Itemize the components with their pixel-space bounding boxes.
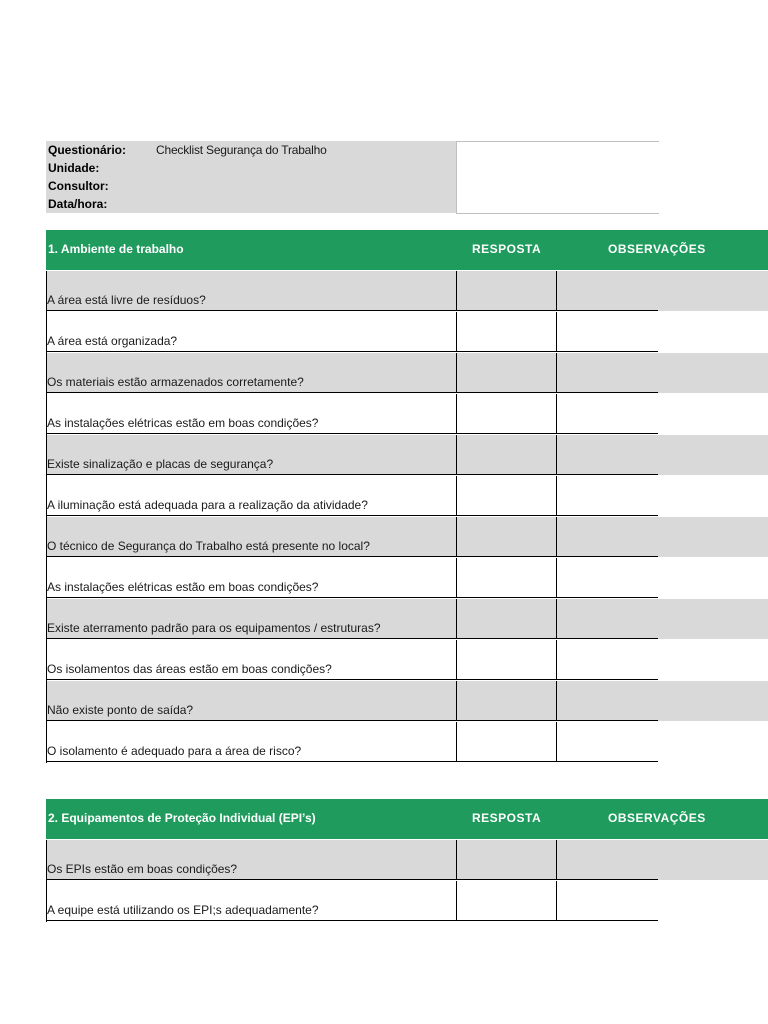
table-row — [46, 881, 768, 921]
section-title: 1. Ambiente de trabalho — [48, 242, 184, 256]
row-extension — [658, 599, 768, 639]
row-extension — [658, 558, 768, 598]
info-labels-panel — [46, 141, 456, 213]
row-extension — [658, 435, 768, 475]
resposta-cell[interactable] — [456, 840, 556, 880]
questionario-value: Checklist Segurança do Trabalho — [156, 143, 327, 157]
observacoes-cell[interactable] — [556, 476, 658, 516]
question-cell — [46, 394, 456, 434]
question-text: O isolamento é adequado para a área de risco? — [47, 744, 302, 758]
observacoes-cell[interactable] — [556, 312, 658, 352]
question-text: A equipe está utilizando os EPI;s adequadamente? — [47, 903, 319, 917]
observacoes-cell[interactable] — [556, 271, 658, 311]
resposta-cell[interactable] — [456, 435, 556, 475]
table-row — [46, 394, 768, 434]
observacoes-cell[interactable] — [556, 640, 658, 680]
table-row — [46, 353, 768, 393]
question-cell — [46, 599, 456, 639]
resposta-cell[interactable] — [456, 394, 556, 434]
table-row — [46, 599, 768, 639]
column-header-observacoes: OBSERVAÇÕES — [608, 811, 706, 825]
observacoes-cell[interactable] — [556, 558, 658, 598]
table-row — [46, 476, 768, 516]
table-row — [46, 722, 768, 762]
section-title: 2. Equipamentos de Proteção Individual (EPI’s) — [48, 811, 316, 825]
column-header-resposta: RESPOSTA — [472, 242, 542, 256]
row-extension — [658, 353, 768, 393]
question-cell — [46, 722, 456, 762]
question-cell — [46, 312, 456, 352]
resposta-cell[interactable] — [456, 722, 556, 762]
question-cell — [46, 517, 456, 557]
row-extension — [658, 640, 768, 680]
table-row — [46, 640, 768, 680]
table-row — [46, 312, 768, 352]
section-header-ambiente — [46, 230, 768, 270]
resposta-cell[interactable] — [456, 271, 556, 311]
question-cell — [46, 881, 456, 921]
question-text: A área está organizada? — [47, 334, 178, 348]
table-left-border — [46, 271, 47, 763]
resposta-cell[interactable] — [456, 640, 556, 680]
resposta-cell[interactable] — [456, 312, 556, 352]
info-entry-cell[interactable] — [456, 141, 659, 214]
row-extension — [658, 881, 768, 921]
question-text: Os materiais estão armazenados corretamente? — [47, 375, 304, 389]
question-text: A área está livre de resíduos? — [47, 293, 206, 307]
unidade-label: Unidade: — [48, 161, 100, 175]
table-row — [46, 517, 768, 557]
datahora-label: Data/hora: — [48, 197, 108, 211]
table-row — [46, 558, 768, 598]
question-cell — [46, 271, 456, 311]
row-extension — [658, 722, 768, 762]
question-cell — [46, 435, 456, 475]
observacoes-cell[interactable] — [556, 681, 658, 721]
section-header-epi — [46, 799, 768, 839]
row-extension — [658, 312, 768, 352]
question-text: As instalações elétricas estão em boas condições? — [47, 580, 319, 594]
question-text: Os EPIs estão em boas condições? — [47, 862, 238, 876]
resposta-cell[interactable] — [456, 881, 556, 921]
resposta-cell[interactable] — [456, 599, 556, 639]
question-text: Não existe ponto de saída? — [47, 703, 194, 717]
table-row — [46, 435, 768, 475]
row-extension — [658, 271, 768, 311]
table-left-border — [46, 840, 47, 922]
row-extension — [658, 840, 768, 880]
observacoes-cell[interactable] — [556, 881, 658, 921]
question-cell — [46, 640, 456, 680]
observacoes-cell[interactable] — [556, 353, 658, 393]
question-cell — [46, 476, 456, 516]
questionnaire-info-block — [46, 141, 658, 213]
question-cell — [46, 681, 456, 721]
consultor-label: Consultor: — [48, 179, 109, 193]
question-cell — [46, 353, 456, 393]
row-extension — [658, 517, 768, 557]
question-text: Existe aterramento padrão para os equipamentos / estruturas? — [47, 621, 381, 635]
question-text: O técnico de Segurança do Trabalho está presente no local? — [47, 539, 370, 553]
question-text: A iluminação está adequada para a realização da atividade? — [47, 498, 368, 512]
table-row — [46, 681, 768, 721]
observacoes-cell[interactable] — [556, 722, 658, 762]
resposta-cell[interactable] — [456, 476, 556, 516]
resposta-cell[interactable] — [456, 353, 556, 393]
question-text: Existe sinalização e placas de segurança? — [47, 457, 274, 471]
column-header-resposta: RESPOSTA — [472, 811, 542, 825]
question-cell — [46, 840, 456, 880]
observacoes-cell[interactable] — [556, 840, 658, 880]
question-cell — [46, 558, 456, 598]
questionario-label: Questionário: — [48, 143, 127, 157]
table-row — [46, 271, 768, 311]
observacoes-cell[interactable] — [556, 517, 658, 557]
row-extension — [658, 394, 768, 434]
observacoes-cell[interactable] — [556, 599, 658, 639]
resposta-cell[interactable] — [456, 558, 556, 598]
observacoes-cell[interactable] — [556, 435, 658, 475]
resposta-cell[interactable] — [456, 517, 556, 557]
column-header-observacoes: OBSERVAÇÕES — [608, 242, 706, 256]
observacoes-cell[interactable] — [556, 394, 658, 434]
question-text: As instalações elétricas estão em boas condições? — [47, 416, 319, 430]
question-text: Os isolamentos das áreas estão em boas condições? — [47, 662, 332, 676]
row-extension — [658, 681, 768, 721]
resposta-cell[interactable] — [456, 681, 556, 721]
row-extension — [658, 476, 768, 516]
table-row — [46, 840, 768, 880]
